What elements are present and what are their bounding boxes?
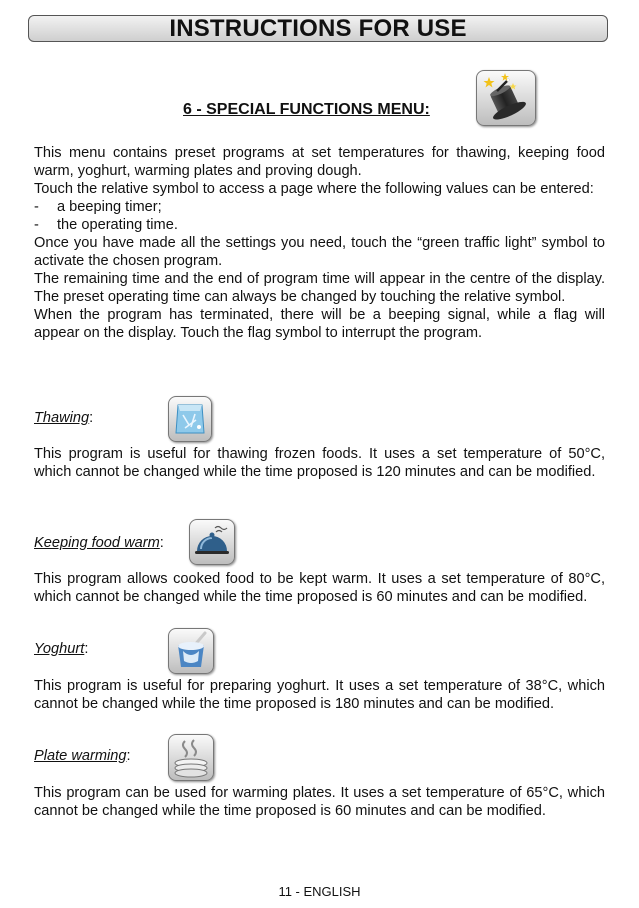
- thawing-description: This program is useful for thawing frozen foods. It uses a set temperature of 50°C, which cannot be changed while the time proposed is 120 minutes and can be modified.: [34, 446, 605, 480]
- list-dash: -: [34, 199, 39, 215]
- yoghurt-heading: [34, 641, 88, 657]
- list-dash: -: [34, 217, 39, 233]
- heading-colon: :: [126, 748, 131, 764]
- heading-colon: :: [159, 535, 164, 551]
- page-number: 11 - ENGLISH: [278, 884, 361, 899]
- plate-warming-heading: [34, 748, 131, 764]
- yoghurt-description: This program is useful for preparing yoghurt. It uses a set temperature of 38°C, which cannot be changed while the time proposed is 180 minutes and can be modified.: [34, 678, 605, 712]
- intro-paragraph: Once you have made all the settings you need, touch the “green traffic light” symbol to activate the chosen program.: [34, 235, 605, 269]
- page-title: INSTRUCTIONS FOR USE: [169, 15, 467, 42]
- intro-paragraph: When the program has terminated, there will be a beeping signal, while a flag will appear on the display. Touch the flag symbol to interrupt the program.: [34, 307, 605, 341]
- yoghurt-icon: [168, 628, 214, 674]
- intro-paragraph: The remaining time and the end of program time will appear in the centre of the display. The preset operating time can always be changed by touching the relative symbol.: [34, 271, 605, 305]
- heading-colon: :: [89, 410, 94, 426]
- keeping-food-warm-heading: [34, 535, 164, 551]
- plate-warming-title: Plate warming: [34, 748, 127, 764]
- keeping-food-warm-description: This program allows cooked food to be kept warm. It uses a set temperature of 80°C, which cannot be changed while the time proposed is 60 minutes and can be modified.: [34, 571, 605, 605]
- intro-text: [34, 144, 605, 342]
- magic-hat-icon: [476, 70, 536, 126]
- section-heading: 6 - SPECIAL FUNCTIONS MENU:: [183, 101, 430, 118]
- title-bar: [28, 15, 608, 42]
- food-cloche-icon: [189, 519, 235, 565]
- yoghurt-title: Yoghurt: [34, 641, 85, 657]
- intro-paragraph: This menu contains preset programs at set temperatures for thawing, keeping food warm, yoghurt, warming plates and proving dough.: [34, 145, 605, 179]
- list-item: [34, 198, 605, 216]
- list-item: [34, 216, 605, 234]
- thawing-heading: [34, 410, 93, 426]
- thawing-title: Thawing: [34, 410, 90, 426]
- list-item-text: a beeping timer;: [57, 199, 162, 215]
- intro-paragraph: Touch the relative symbol to access a page where the following values can be entered:: [34, 181, 594, 197]
- list-item-text: the operating time.: [57, 217, 178, 233]
- keeping-food-warm-title: Keeping food warm: [34, 535, 160, 551]
- heading-colon: :: [84, 641, 89, 657]
- plate-warming-icon: [168, 734, 214, 781]
- plate-warming-description: This program can be used for warming plates. It uses a set temperature of 65°C, which cannot be changed while the time proposed is 60 minutes and can be modified.: [34, 785, 605, 819]
- thawing-icon: [168, 396, 212, 442]
